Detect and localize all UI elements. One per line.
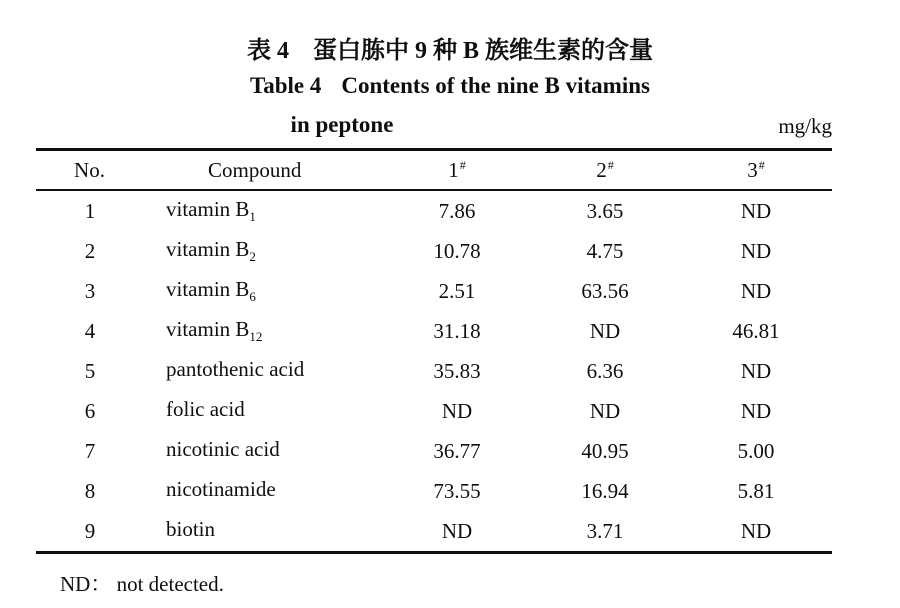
- cell-compound: vitamin $B_1$: [166, 196, 256, 225]
- cell-value-1: 7.86: [438, 198, 476, 223]
- cell-value-2: ND: [589, 318, 621, 343]
- table-header-row: [36, 150, 832, 191]
- cell-value-2: 40.95: [581, 438, 629, 463]
- cell-value-1: 73.55: [433, 478, 481, 503]
- cell-no: 9: [84, 518, 96, 543]
- cell-value-2: 63.56: [581, 278, 629, 303]
- cell-value-1: ND: [441, 398, 473, 423]
- cell-compound: nicotinic acid: [166, 436, 280, 461]
- table-row: [36, 190, 832, 231]
- col-header-compound: Compound: [208, 157, 302, 182]
- cell-no: 1: [84, 198, 96, 223]
- cell-compound: folic acid: [166, 396, 245, 421]
- cell-compound: biotin: [166, 516, 216, 541]
- table-row: [36, 271, 832, 311]
- cell-no: 6: [84, 398, 96, 423]
- cell-value-2: ND: [589, 398, 621, 423]
- cell-value-1: 2.51: [438, 278, 476, 303]
- cell-value-3: ND: [740, 398, 772, 423]
- table-title-en: [0, 73, 900, 99]
- cell-compound: vitamin $B_6$: [166, 276, 256, 305]
- table-title-line2: [0, 112, 900, 144]
- table-label-zh: 表 4: [246, 38, 289, 64]
- col-header-no: No.: [74, 157, 105, 182]
- table-row: [36, 471, 832, 511]
- cell-value-3: 5.00: [737, 438, 775, 463]
- cell-no: 5: [84, 358, 96, 383]
- cell-value-3: 46.81: [732, 318, 780, 343]
- chemical-subscript: 2: [249, 249, 256, 265]
- chemical-subscript: 1: [249, 209, 256, 225]
- chemical-subscript: 12: [249, 329, 263, 345]
- table-title-en-text: Contents of the nine B vitamins: [341, 73, 650, 98]
- col-header-sample-2: 2#: [596, 157, 614, 182]
- cell-value-1: 10.78: [433, 238, 481, 263]
- col-header-sample-1: 1#: [448, 157, 466, 182]
- table-row: [36, 311, 832, 351]
- table-title-zh-text: 蛋白胨中 9 种 B 族维生素的含量: [312, 38, 653, 64]
- table-label-en: Table 4: [250, 73, 322, 98]
- cell-compound: pantothenic acid: [166, 356, 305, 381]
- cell-no: 8: [84, 478, 96, 503]
- table-row: [36, 231, 832, 271]
- hash-superscript: #: [459, 157, 466, 172]
- hash-superscript: #: [758, 157, 765, 172]
- cell-value-3: ND: [740, 198, 772, 223]
- cell-value-1: 31.18: [433, 318, 481, 343]
- cell-value-3: ND: [740, 238, 772, 263]
- footnote: ND： not detected.: [60, 572, 224, 596]
- cell-value-1: 35.83: [433, 358, 481, 383]
- cell-value-3: ND: [740, 518, 772, 543]
- cell-compound: vitamin $B_{12}$: [166, 316, 263, 345]
- chemical-subscript: 6: [249, 289, 256, 305]
- cell-value-2: 3.65: [586, 198, 624, 223]
- table-title-zh: [0, 30, 900, 65]
- cell-value-1: ND: [441, 518, 473, 543]
- cell-value-2: 16.94: [581, 478, 629, 503]
- cell-value-2: 3.71: [586, 518, 624, 543]
- cell-value-3: ND: [740, 278, 772, 303]
- cell-value-1: 36.77: [433, 438, 481, 463]
- cell-compound: nicotinamide: [166, 476, 276, 501]
- table-row: [36, 511, 832, 553]
- table-row: [36, 391, 832, 431]
- cell-no: 3: [84, 278, 96, 303]
- cell-value-2: 6.36: [586, 358, 624, 383]
- cell-no: 4: [84, 318, 96, 343]
- cell-value-3: ND: [740, 358, 772, 383]
- unit-label: mg/kg: [778, 114, 832, 138]
- col-header-sample-3: 3#: [747, 157, 765, 182]
- cell-value-2: 4.75: [586, 238, 624, 263]
- cell-value-3: 5.81: [737, 478, 775, 503]
- cell-compound: vitamin $B_2$: [166, 236, 256, 265]
- cell-no: 7: [84, 438, 96, 463]
- table-title-en-text2: in peptone: [290, 112, 394, 137]
- hash-superscript: #: [607, 157, 614, 172]
- table-row: [36, 351, 832, 391]
- vitamin-contents-table: [36, 148, 832, 554]
- table-row: [36, 431, 832, 471]
- cell-no: 2: [84, 238, 96, 263]
